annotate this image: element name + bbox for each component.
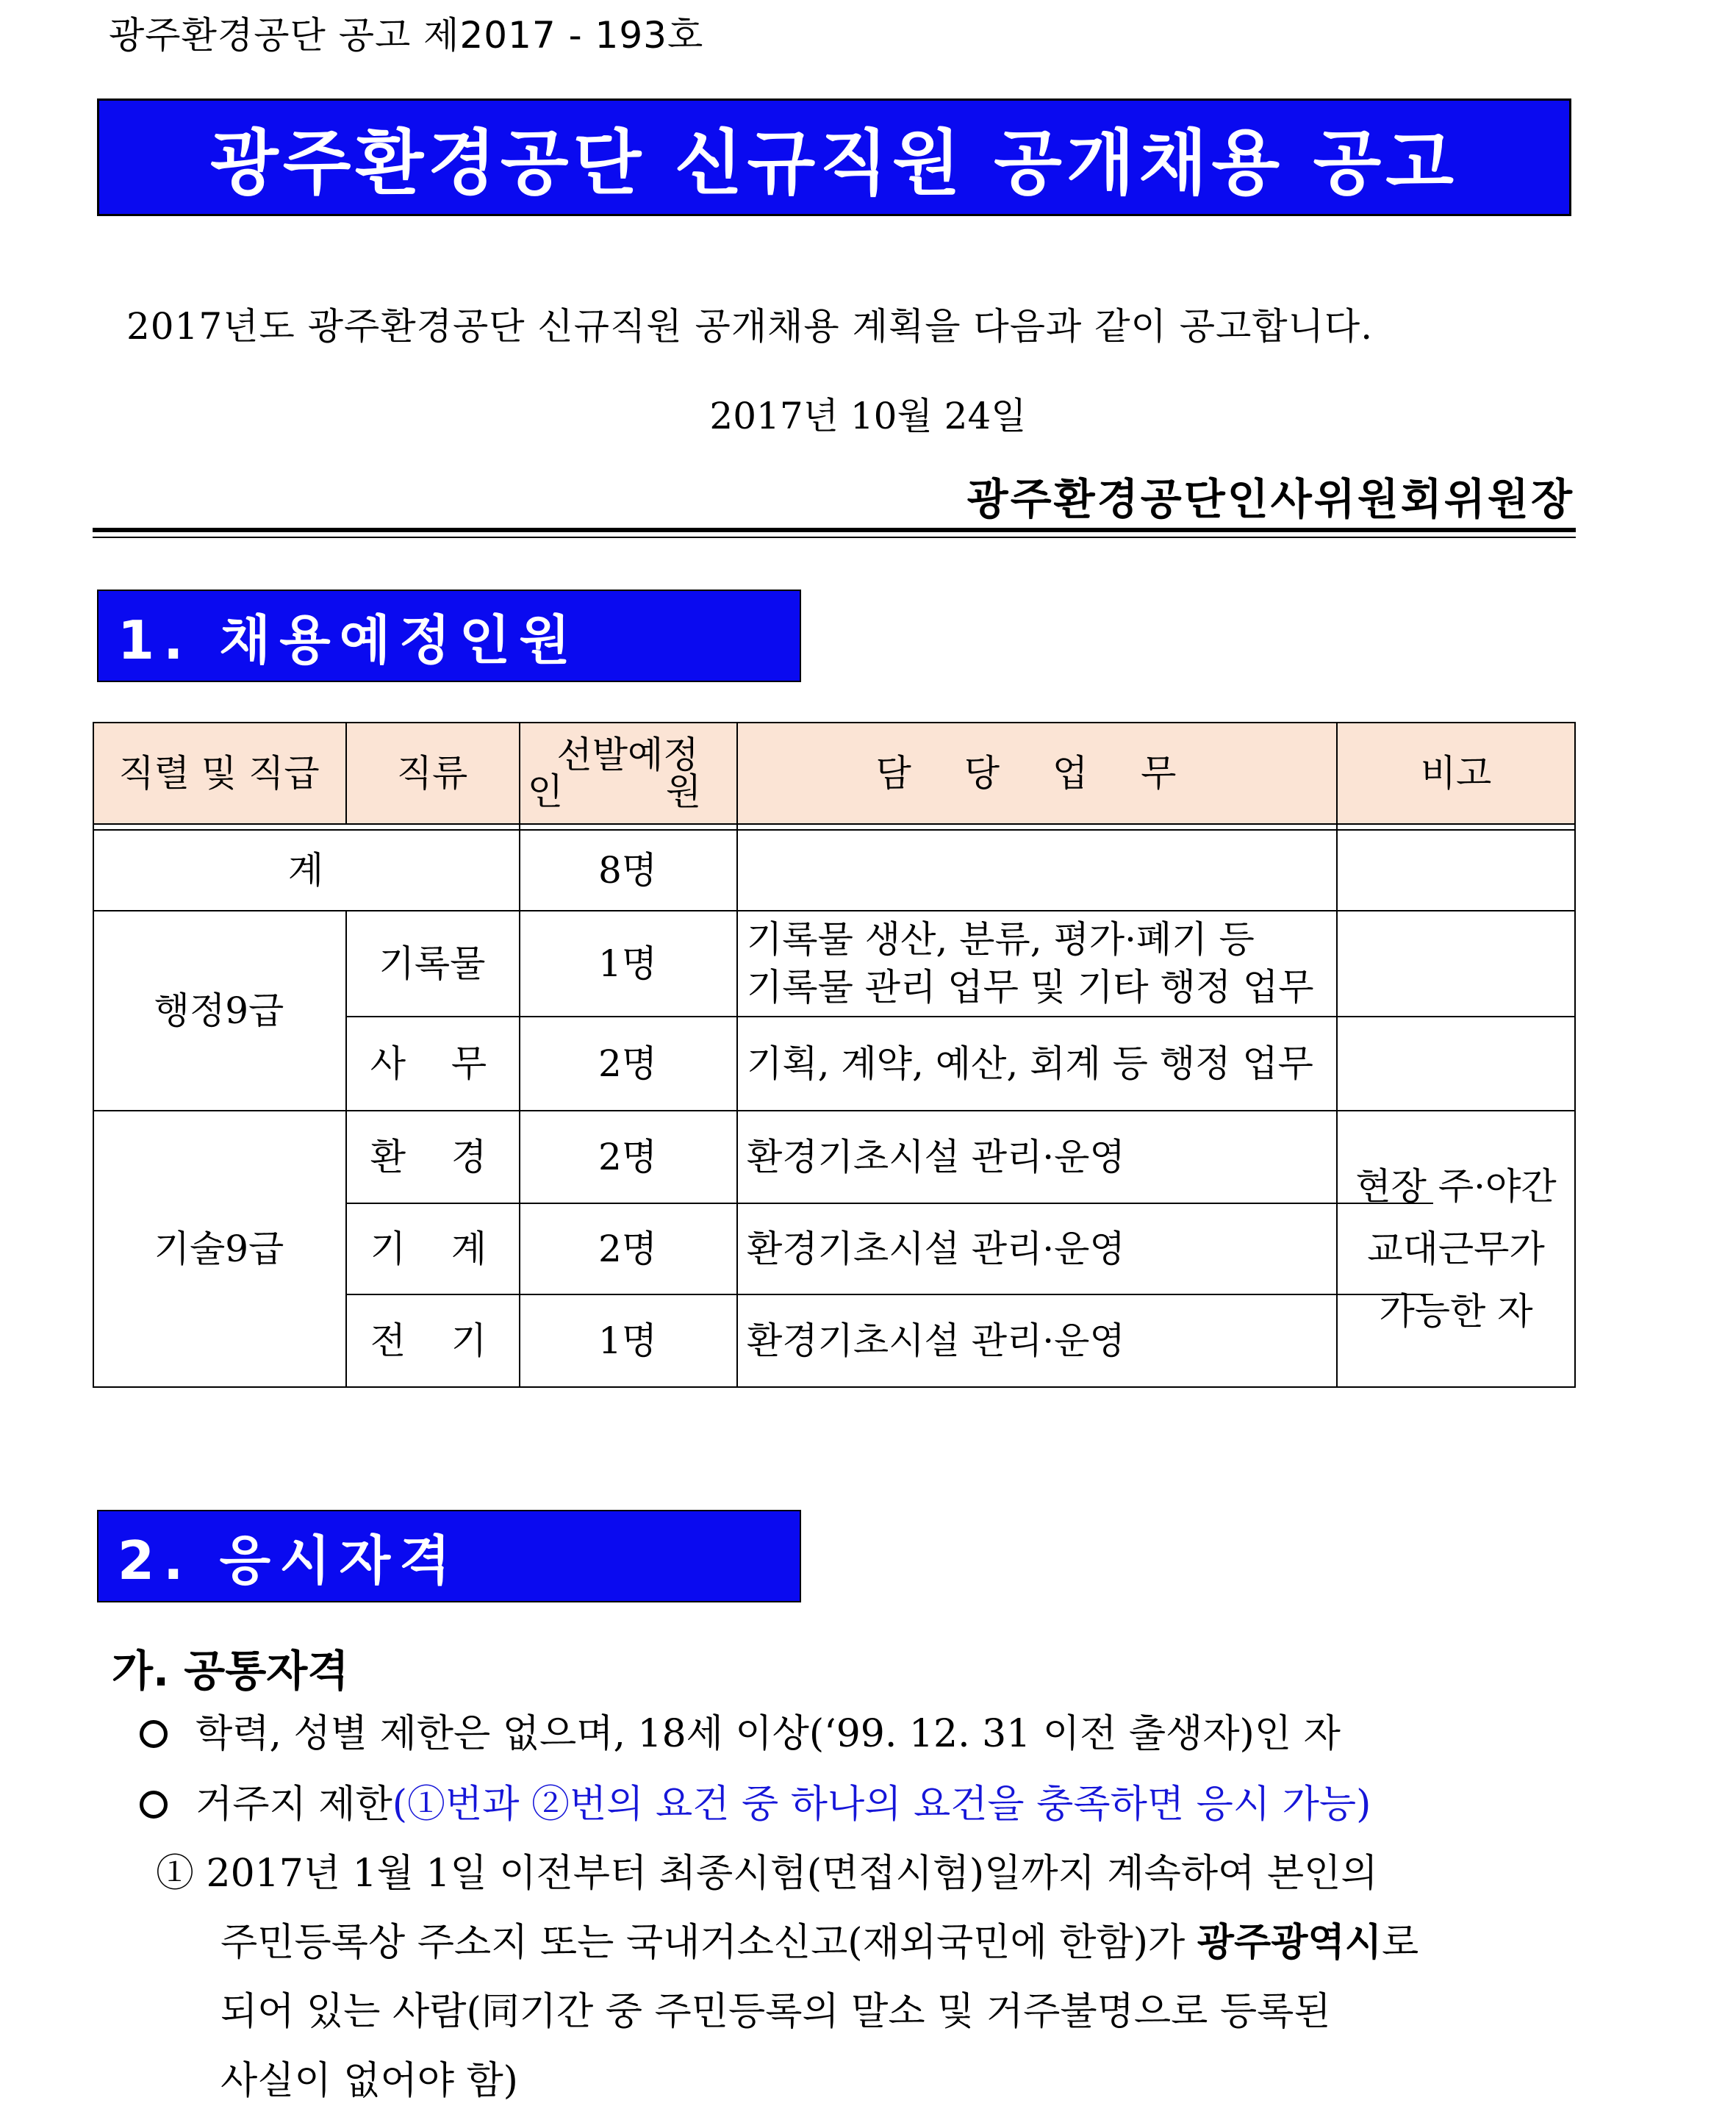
admin-count-office: 2명	[598, 1042, 658, 1085]
tech-count-environment: 2명	[598, 1135, 658, 1178]
tech-duty-environment: 환경기초시설 관리·운영	[747, 1135, 1125, 1178]
section-1-header	[97, 590, 801, 682]
intro-text: 2017년도 광주환경공단 신규직원 공개채용 계획을 다음과 같이 공고합니다.	[126, 305, 1374, 348]
header-count-line2: 인 원	[527, 770, 728, 813]
line-text: 주민등록상 주소지 또는 국내거소신고(재외국민에 한함)가	[220, 1921, 1197, 1965]
header-note: 비고	[1420, 751, 1492, 795]
notice-number: 광주환경공단 공고 제2017 - 193호	[109, 14, 704, 57]
note-line: 현장 주·야간	[1355, 1164, 1557, 1208]
admin-duty-records	[736, 911, 1336, 1016]
residence-item-1-line-2	[220, 1911, 1418, 1966]
duty-line: 기록물 생산, 분류, 평가·폐기 등	[747, 918, 1255, 961]
residence-item-1-line-1: ① 2017년 1월 1일 이전부터 최종시험(면접시험)일까지 계속하여 본인의	[156, 1852, 1378, 1896]
common-qualification-heading: 가. 공통자격	[112, 1646, 349, 1696]
bullet-1-text: 학력, 성별 제한은 없으며, 18세 이상(‘99. 12. 31 이전 출생자)인 자	[196, 1712, 1341, 1756]
note-line: 가능한 자	[1379, 1289, 1533, 1333]
circle-bullet-icon	[140, 1791, 168, 1819]
total-label: 계	[287, 848, 324, 892]
tech-count-electric: 1명	[598, 1319, 658, 1362]
divider-thick	[93, 528, 1576, 532]
notice-date: 2017년 10월 24일	[709, 395, 1027, 437]
tech-grade: 기술9급	[154, 1227, 284, 1270]
admin-count-records: 1명	[598, 942, 658, 985]
admin-field-office: 사 무	[370, 1042, 495, 1085]
tech-note	[1338, 1111, 1574, 1386]
section-1-title: 1. 채용예정인원	[118, 609, 579, 671]
residence-item-1-line-4: 사실이 없어야 함)	[220, 2059, 518, 2103]
tech-field-electric: 전 기	[370, 1319, 495, 1362]
header-count	[519, 722, 736, 825]
circle-bullet-icon	[140, 1720, 168, 1748]
admin-field-records: 기록물	[379, 942, 486, 985]
tech-field-machine: 기 계	[370, 1227, 495, 1270]
bullet-2-condition: (①번과 ②번의 요건 중 하나의 요건을 충족하면 응시 가능)	[392, 1783, 1371, 1827]
qualification-bullet-2	[140, 1773, 1371, 1828]
total-count: 8명	[598, 848, 658, 892]
tech-duty-electric: 환경기초시설 관리·운영	[747, 1319, 1125, 1362]
section-2-title: 2. 응시자격	[118, 1530, 459, 1591]
admin-grade: 행정9급	[154, 989, 284, 1032]
admin-duty-office: 기획, 계약, 예산, 회계 등 행정 업무	[747, 1042, 1313, 1085]
section-2-header	[97, 1510, 801, 1602]
header-grade: 직렬 및 직급	[118, 751, 320, 795]
duty-line: 기록물 관리 업무 및 기타 행정 업무	[747, 966, 1314, 1009]
main-title: 광주환경공단 신규직원 공개채용 공고	[209, 121, 1459, 204]
header-field: 직류	[396, 751, 468, 795]
header-count-line1: 선발예정	[556, 734, 699, 776]
city-name: 광주광역시	[1197, 1920, 1382, 1965]
tech-count-machine: 2명	[598, 1227, 658, 1270]
main-title-banner	[97, 98, 1571, 216]
header-duty: 담 당 업 무	[875, 751, 1197, 795]
issuer: 광주환경공단인사위원회위원장	[966, 474, 1574, 524]
tech-duty-machine: 환경기초시설 관리·운영	[747, 1227, 1125, 1270]
tech-field-environment: 환 경	[370, 1135, 495, 1178]
note-line: 교대근무가	[1367, 1227, 1545, 1270]
bullet-2-text: 거주지 제한	[196, 1783, 392, 1827]
recruitment-table	[93, 722, 1576, 1388]
line-text: 로	[1381, 1921, 1419, 1965]
residence-item-1-line-3: 되어 있는 사람(同기간 중 주민등록의 말소 및 거주불명으로 등록된	[220, 1990, 1331, 2034]
divider-thin	[93, 537, 1576, 538]
qualification-bullet-1	[140, 1702, 1341, 1758]
